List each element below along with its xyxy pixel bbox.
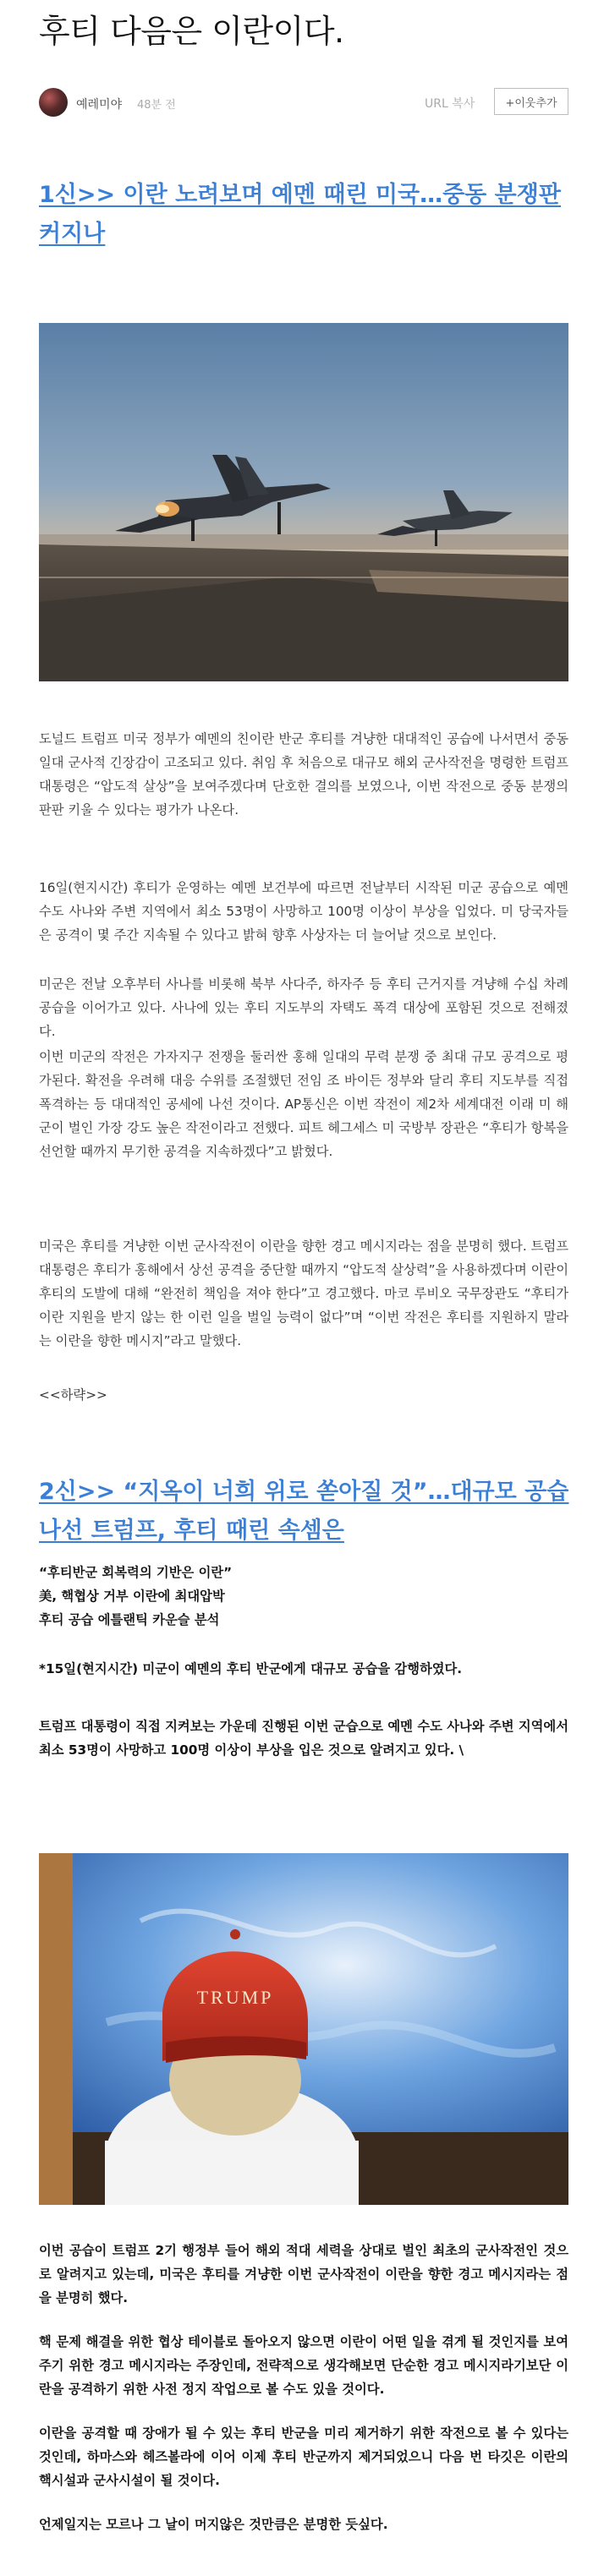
section2-paragraph: 트럼프 대통령이 직접 지켜보는 가운데 진행된 이번 군습으로 예멘 수도 사나와 주변 지역에서 최소 53명이 사망하고 100명 이상이 부상을 입은 것으로 알려지고 있다. \ <box>39 1719 568 1758</box>
section2-paragraph: 언제일지는 모르나 그 날이 머지않은 것만큼은 분명한 듯싶다. <box>39 2517 388 2532</box>
section1-paragraph: 도널드 트럼프 미국 정부가 예멘의 친이란 반군 후티를 겨냥한 대대적인 공습에 나서면서 중동 일대 군사적 긴장감이 고조되고 있다. 취임 후 처음으로 대규모 해외 군사작전을 명령한 트럼프 대통령은 “압도적 살상”을 보여주겠다며 단호한 결의를 보였으나, 이번 작전으로 중동 분쟁의 판판 키울 수 있다는 평가가 나온다. <box>39 731 568 818</box>
lead-paragraph: *15일(현지시간) 미군이 예멘의 후티 반군에게 대규모 공습을 감행하였다. <box>39 1661 463 1676</box>
section1-heading-text[interactable]: 1신>> 이란 노려보며 예멘 때린 미국…중동 분쟁판 커지나 <box>39 182 561 247</box>
author-name[interactable]: 예레미야 <box>76 98 123 112</box>
section2-heading-text[interactable]: 2신>> “지옥이 너희 위로 쏟아질 것”…대규모 공습나선 트럼프, 후티 때린 속셈은 <box>39 1479 569 1544</box>
section1-paragraph: 16일(현지시간) 후티가 운영하는 예멘 보건부에 따르면 전날부터 시작된 미군 공습으로 예멘 수도 사나와 주변 지역에서 최소 53명이 사망하고 100명 이상이 부상을 입었다. 미 당국자들은 공격이 몇 주간 지속될 수 있다고 밝혀 향후 사상자는 더 늘어날 것으로 보인다. <box>39 880 568 943</box>
section1-heading-link[interactable] <box>39 176 580 254</box>
summary-line: 후티 공습 에틀랜틱 카운슬 분석 <box>39 1612 220 1627</box>
post-byline <box>39 85 568 122</box>
summary-line: “후티반군 회복력의 기반은 이란” <box>39 1565 233 1580</box>
section2-heading-link[interactable] <box>39 1473 580 1551</box>
section1-paragraph: 미국은 후티를 겨냥한 이번 군사작전이 이란을 향한 경고 메시지라는 점을 분명히 했다. 트럼프 대통령은 후티가 홍해에서 상선 공격을 중단할 때까지 “압도적 살상력”을 사용하겠다며 이란이 후티의 도발에 대해 “완전히 책임을 져야 한다”고 경고했다. 마코 루비오 국무장관도 “후티가 이란 지원을 받지 않는 한 이런 일을 벌일 능력이 없다”며 “이번 작전은 후티를 지원하지 말라는 이란을 향한 메시지”라고 말했다. <box>39 1239 568 1348</box>
cap-logo-text: TRUMP <box>196 1987 274 2008</box>
section1-paragraph: 이번 미군의 작전은 가자지구 전쟁을 둘러싼 홍해 일대의 무력 분쟁 중 최대 규모 공격으로 평가된다. 확전을 우려해 대응 수위를 조절했던 전임 조 바이든 정부와 달리 후티 지도부를 직접 폭격하는 등 대대적인 공세에 나선 것이다. AP통신은 이번 작전이 제2차 세계대전 이래 미 해군이 벌인 가장 강도 높은 작전이라고 전했다. 피트 헤그세스 미 국방부 장관은 “후티가 항복을 선언할 때까지 무기한 공격을 지속하겠다”고 밝혔다. <box>39 1049 568 1159</box>
post-title: 후티 다음은 이란이다. <box>39 13 344 50</box>
section2-paragraph: 핵 문제 해결을 위한 협상 테이블로 돌아오지 않으면 이란이 어떤 일을 겪게 될 것인지를 보여주기 위한 경고 메시지라는 주장인데, 전략적으로 생각해보면 단순한 경고 메시지라기보단 이란을 공격하기 위한 사전 정지 작업으로 볼 수도 있을 것이다. <box>39 2334 568 2397</box>
trump-cap-photo <box>39 1853 568 2205</box>
section2-paragraph: 이란을 공격할 때 장애가 될 수 있는 후티 반군을 미리 제거하기 위한 작전으로 볼 수 있다는 것인데, 하마스와 헤즈볼라에 이어 이제 후티 반군까지 제거되었으니 다음 번 타깃은 이란의 핵시설과 군사시설이 될 것이다. <box>39 2426 568 2488</box>
section2-paragraph: 이번 공습이 트럼프 2기 행정부 들어 해외 적대 세력을 상대로 벌인 최초의 군사작전인 것으로 알려지고 있는데, 미국은 후티를 겨냥한 이번 군사작전이 이란을 향한 경고 메시지라는 점을 분명히 했다. <box>39 2243 568 2305</box>
url-copy-button[interactable]: URL 복사 <box>425 97 475 111</box>
add-neighbor-button[interactable]: +이웃추가 <box>494 88 568 115</box>
fighter-jets-photo <box>39 323 568 681</box>
author-avatar[interactable] <box>39 88 68 117</box>
summary-line: 美, 핵협상 거부 이란에 최대압박 <box>39 1589 225 1604</box>
post-time: 48분 전 <box>137 99 176 112</box>
section1-paragraph: 미군은 전날 오후부터 사나를 비롯해 북부 사다주, 하자주 등 후티 근거지를 겨냥해 수십 차례 공습을 이어가고 있다. 사나에 있는 후티 지도부의 자택도 폭격 대상에 포함된 것으로 전해졌다. <box>39 976 568 1039</box>
section1-more-note: <<하략>> <box>39 1387 107 1403</box>
